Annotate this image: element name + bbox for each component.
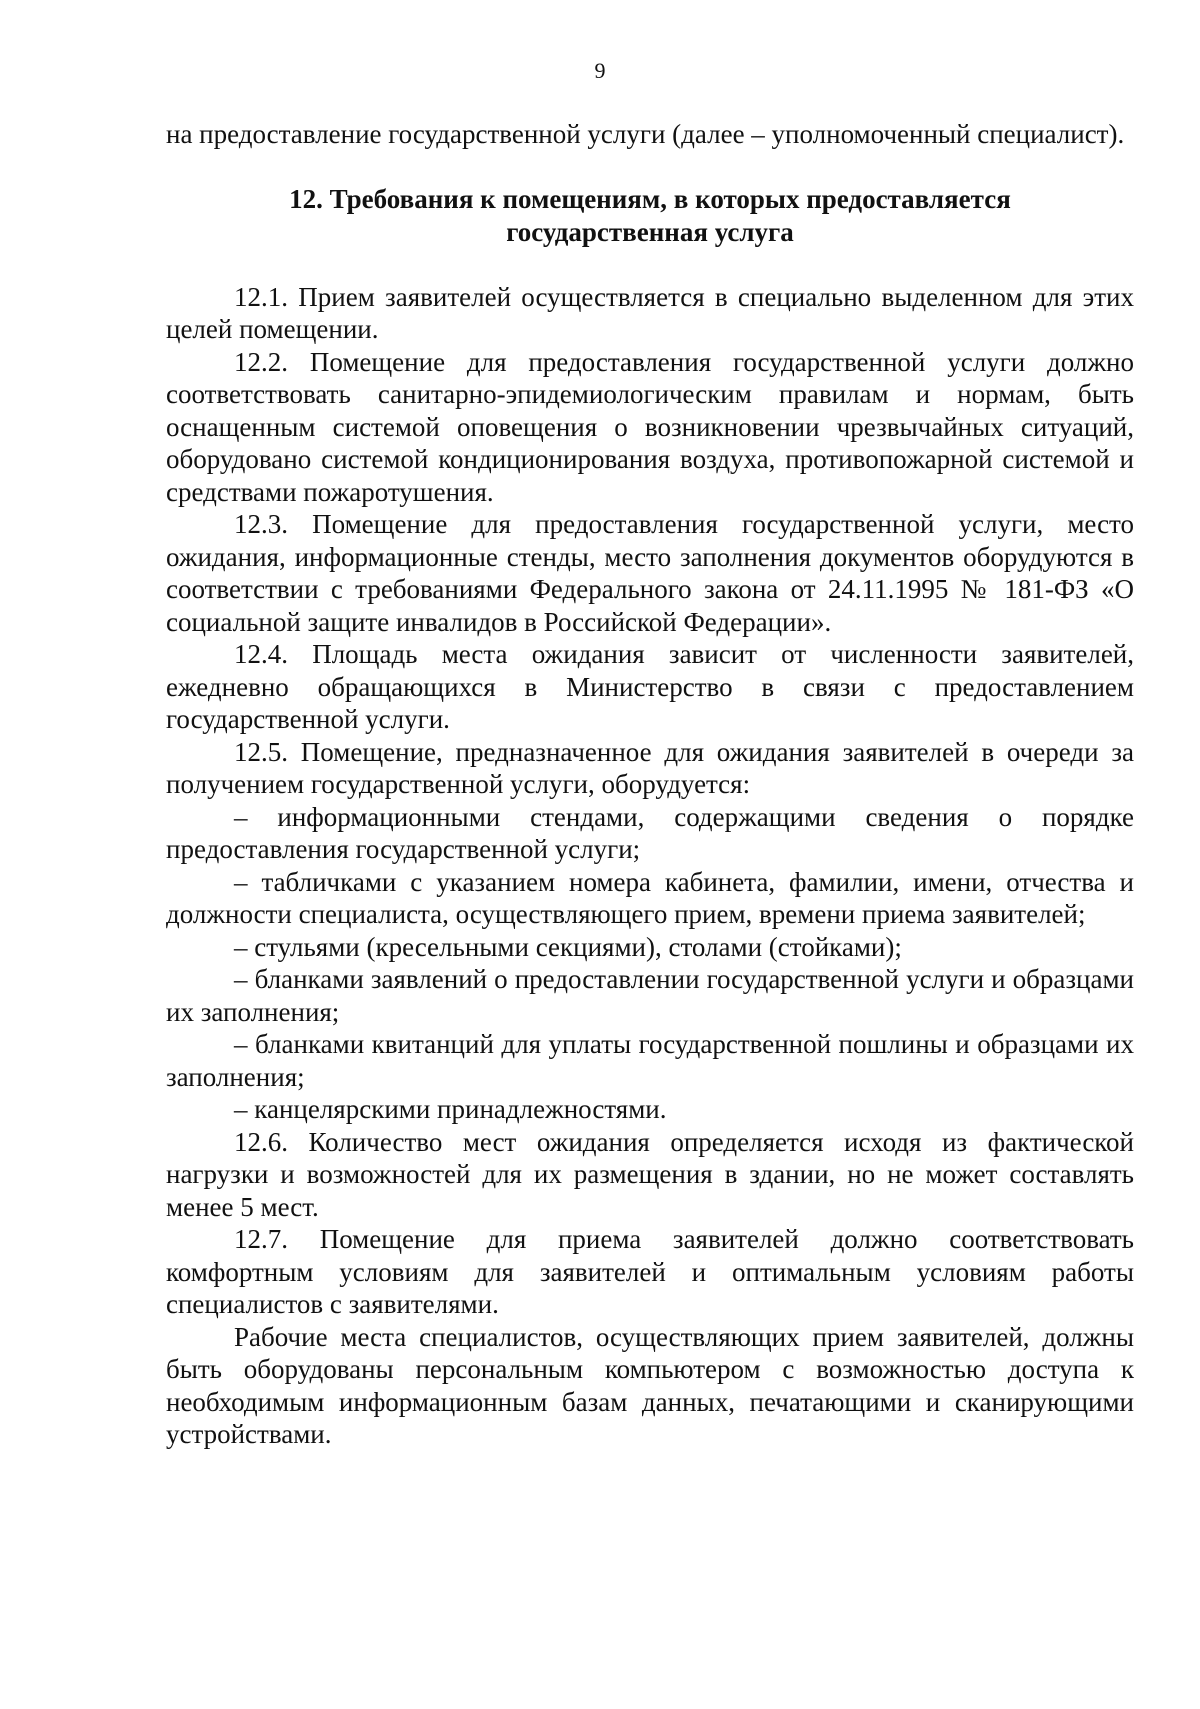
list-item-application-forms: – бланками заявлений о предоставлении государственной услуги и образцами их заполнения; [166,964,1134,1027]
list-item-stationery: – канцелярскими принадлежностями. [234,1094,667,1124]
list-item-chairs: – стульями (кресельными секциями), столами (стойками); [234,931,902,962]
paragraph-12-2: 12.2. Помещение для предоставления государственной услуги должно соответствовать санитарно-эпидемиологическим правилам и нормам, быть оснащенным системой оповещения о возникновении чрезвычайных ситуаций, оборудовано системой кондиционирования воздуха, противопожарной системой и средствами пожаротушения. [166,346,1134,507]
paragraph-12-4: 12.4. Площадь места ожидания зависит от численности заявителей, ежедневно обращающихся в Министерство в связи с предоставлением государственной услуги. [166,639,1134,734]
page-number: 9 [594,58,606,83]
section-title-line-2: государственная услуга [506,216,794,247]
paragraph-12-6: 12.6. Количество мест ожидания определяется исходя из фактической нагрузки и возможностей для их размещения в здании, но не может составлять менее 5 мест. [166,1126,1134,1222]
paragraph-12-5: 12.5. Помещение, предназначенное для ожидания заявителей в очереди за получением государственной услуги, оборудуется: [166,736,1134,799]
paragraph-12-3: 12.3. Помещение для предоставления государственной услуги, место ожидания, информационные стенды, место заполнения документов оборудуются в соответствии с требованиями Федерального закона от 24.11.1995 № 181-ФЗ «О социальной защите инвалидов в Российской Федерации». [166,509,1134,637]
list-item-stands: – информационными стендами, содержащими сведения о порядке предоставления государственной услуги; [166,801,1134,864]
document-body [166,118,1134,1451]
section-title-line-1: 12. Требования к помещениям, в которых предоставляется [289,183,1011,214]
section-title [166,183,1134,249]
list-item-receipt-forms: – бланками квитанций для уплаты государственной пошлины и образцами их заполнения; [166,1029,1134,1092]
list-item-signs: – табличками с указанием номера кабинета, фамилии, имени, отчества и должности специалиста, осуществляющего прием, времени приема заявителей; [166,866,1134,929]
paragraph-workplaces: Рабочие места специалистов, осуществляющих прием заявителей, должны быть оборудованы персональным компьютером с возможностью доступа к необходимым информационным базам данных, печатающими и сканирующими устройствами. [166,1321,1134,1449]
paragraph-12-7: 12.7. Помещение для приема заявителей должно соответствовать комфортным условиям для заявителей и оптимальным условиям работы специалистов с заявителями. [166,1224,1134,1319]
intro-paragraph: на предоставление государственной услуги (далее – уполномоченный специалист). [166,119,1125,149]
paragraph-12-1: 12.1. Прием заявителей осуществляется в специально выделенном для этих целей помещении. [166,281,1134,344]
